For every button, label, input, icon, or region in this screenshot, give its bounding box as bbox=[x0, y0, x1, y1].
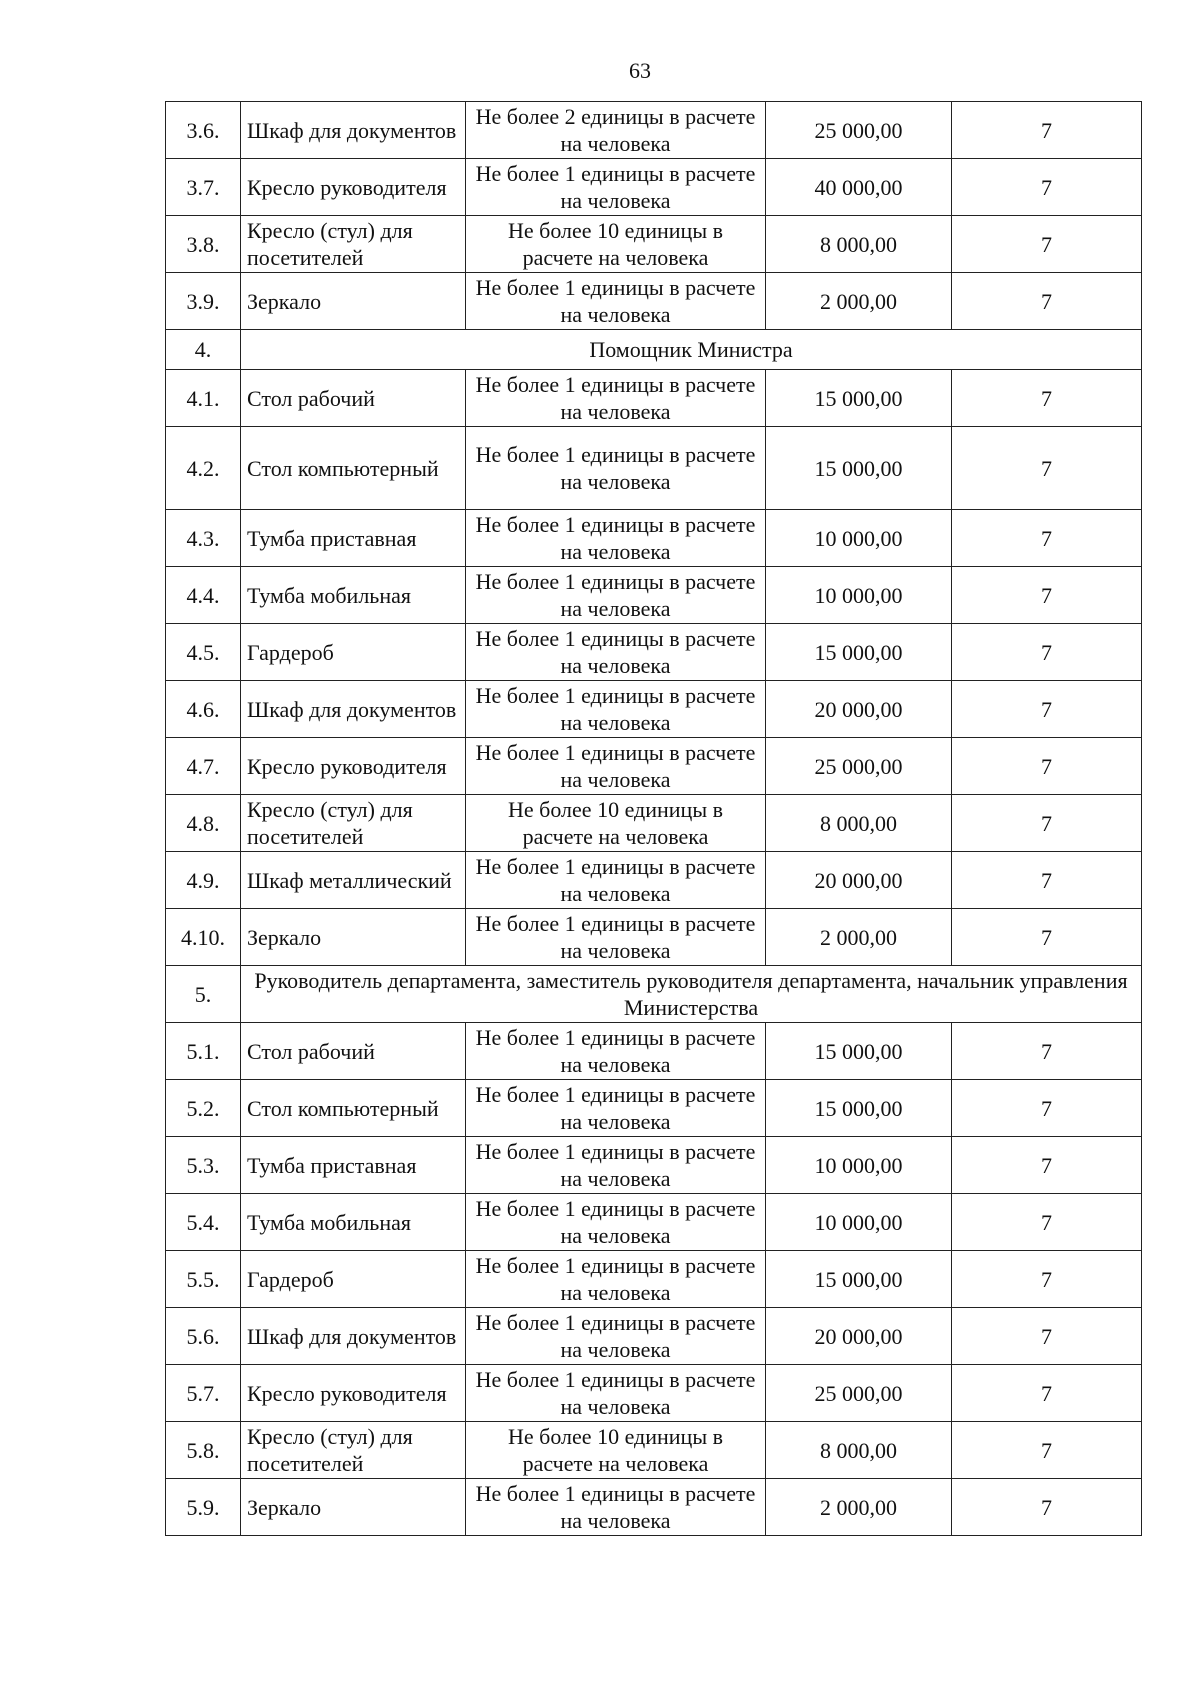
item-service-life: 7 bbox=[952, 852, 1142, 909]
item-service-life: 7 bbox=[952, 102, 1142, 159]
item-name: Кресло руководителя bbox=[241, 1365, 466, 1422]
item-norm: Не более 1 единицы в расчете на человека bbox=[466, 1365, 766, 1422]
section-title: Руководитель департамента, заместитель руководителя департамента, начальник управления Министерства bbox=[241, 966, 1142, 1023]
table-row bbox=[166, 1080, 1142, 1137]
item-name: Зеркало bbox=[241, 1479, 466, 1536]
item-number: 3.8. bbox=[166, 216, 241, 273]
item-price: 15 000,00 bbox=[766, 427, 952, 510]
section-title: Помощник Министра bbox=[241, 330, 1142, 370]
item-norm: Не более 1 единицы в расчете на человека bbox=[466, 1023, 766, 1080]
item-name: Кресло (стул) для посетителей bbox=[241, 216, 466, 273]
table-row bbox=[166, 852, 1142, 909]
table-row bbox=[166, 1422, 1142, 1479]
table-row bbox=[166, 1308, 1142, 1365]
item-price: 2 000,00 bbox=[766, 909, 952, 966]
item-price: 15 000,00 bbox=[766, 1251, 952, 1308]
item-number: 5.3. bbox=[166, 1137, 241, 1194]
item-number: 5.6. bbox=[166, 1308, 241, 1365]
item-service-life: 7 bbox=[952, 216, 1142, 273]
item-service-life: 7 bbox=[952, 510, 1142, 567]
item-name: Гардероб bbox=[241, 624, 466, 681]
item-number: 5.7. bbox=[166, 1365, 241, 1422]
item-norm: Не более 2 единицы в расчете на человека bbox=[466, 102, 766, 159]
item-name: Кресло (стул) для посетителей bbox=[241, 1422, 466, 1479]
item-service-life: 7 bbox=[952, 1023, 1142, 1080]
item-norm: Не более 1 единицы в расчете на человека bbox=[466, 1251, 766, 1308]
item-price: 15 000,00 bbox=[766, 624, 952, 681]
item-price: 10 000,00 bbox=[766, 510, 952, 567]
item-price: 15 000,00 bbox=[766, 1080, 952, 1137]
item-price: 20 000,00 bbox=[766, 681, 952, 738]
item-name: Кресло руководителя bbox=[241, 159, 466, 216]
item-price: 10 000,00 bbox=[766, 567, 952, 624]
item-number: 3.7. bbox=[166, 159, 241, 216]
item-norm: Не более 1 единицы в расчете на человека bbox=[466, 567, 766, 624]
item-number: 5.9. bbox=[166, 1479, 241, 1536]
item-name: Гардероб bbox=[241, 1251, 466, 1308]
item-norm: Не более 1 единицы в расчете на человека bbox=[466, 1137, 766, 1194]
item-norm: Не более 1 единицы в расчете на человека bbox=[466, 273, 766, 330]
item-price: 40 000,00 bbox=[766, 159, 952, 216]
item-norm: Не более 1 единицы в расчете на человека bbox=[466, 738, 766, 795]
item-service-life: 7 bbox=[952, 1194, 1142, 1251]
table-row bbox=[166, 1137, 1142, 1194]
item-service-life: 7 bbox=[952, 159, 1142, 216]
item-number: 4.9. bbox=[166, 852, 241, 909]
item-service-life: 7 bbox=[952, 1365, 1142, 1422]
item-number: 4.4. bbox=[166, 567, 241, 624]
item-norm: Не более 1 единицы в расчете на человека bbox=[466, 510, 766, 567]
item-norm: Не более 1 единицы в расчете на человека bbox=[466, 159, 766, 216]
section-header-row bbox=[166, 330, 1142, 370]
table-row bbox=[166, 1251, 1142, 1308]
item-number: 4.6. bbox=[166, 681, 241, 738]
item-price: 25 000,00 bbox=[766, 738, 952, 795]
item-name: Шкаф для документов bbox=[241, 102, 466, 159]
item-norm: Не более 1 единицы в расчете на человека bbox=[466, 1194, 766, 1251]
item-price: 25 000,00 bbox=[766, 1365, 952, 1422]
item-price: 20 000,00 bbox=[766, 1308, 952, 1365]
item-service-life: 7 bbox=[952, 567, 1142, 624]
item-norm: Не более 1 единицы в расчете на человека bbox=[466, 370, 766, 427]
item-norm: Не более 1 единицы в расчете на человека bbox=[466, 909, 766, 966]
table-row bbox=[166, 624, 1142, 681]
item-price: 8 000,00 bbox=[766, 216, 952, 273]
item-norm: Не более 1 единицы в расчете на человека bbox=[466, 1308, 766, 1365]
item-price: 2 000,00 bbox=[766, 1479, 952, 1536]
item-service-life: 7 bbox=[952, 1308, 1142, 1365]
item-norm: Не более 10 единицы в расчете на человека bbox=[466, 795, 766, 852]
item-name: Тумба мобильная bbox=[241, 1194, 466, 1251]
table-row bbox=[166, 510, 1142, 567]
item-service-life: 7 bbox=[952, 909, 1142, 966]
table-row bbox=[166, 795, 1142, 852]
item-number: 5.1. bbox=[166, 1023, 241, 1080]
item-number: 4.1. bbox=[166, 370, 241, 427]
item-name: Стол компьютерный bbox=[241, 1080, 466, 1137]
section-number: 5. bbox=[166, 966, 241, 1023]
table-row bbox=[166, 102, 1142, 159]
item-name: Зеркало bbox=[241, 273, 466, 330]
table-row bbox=[166, 159, 1142, 216]
item-service-life: 7 bbox=[952, 370, 1142, 427]
table-row bbox=[166, 1023, 1142, 1080]
table-row bbox=[166, 370, 1142, 427]
item-number: 5.2. bbox=[166, 1080, 241, 1137]
item-service-life: 7 bbox=[952, 1137, 1142, 1194]
item-service-life: 7 bbox=[952, 427, 1142, 510]
item-name: Тумба приставная bbox=[241, 1137, 466, 1194]
item-number: 4.5. bbox=[166, 624, 241, 681]
item-number: 4.3. bbox=[166, 510, 241, 567]
table-row bbox=[166, 1194, 1142, 1251]
item-price: 15 000,00 bbox=[766, 1023, 952, 1080]
item-norm: Не более 1 единицы в расчете на человека bbox=[466, 1080, 766, 1137]
item-price: 15 000,00 bbox=[766, 370, 952, 427]
item-name: Кресло (стул) для посетителей bbox=[241, 795, 466, 852]
table-body bbox=[166, 102, 1142, 1536]
item-service-life: 7 bbox=[952, 1251, 1142, 1308]
table-row bbox=[166, 738, 1142, 795]
item-price: 10 000,00 bbox=[766, 1137, 952, 1194]
furniture-norms-table bbox=[165, 101, 1142, 1536]
item-service-life: 7 bbox=[952, 1422, 1142, 1479]
item-service-life: 7 bbox=[952, 681, 1142, 738]
item-name: Стол рабочий bbox=[241, 1023, 466, 1080]
item-price: 2 000,00 bbox=[766, 273, 952, 330]
item-service-life: 7 bbox=[952, 273, 1142, 330]
item-price: 25 000,00 bbox=[766, 102, 952, 159]
item-name: Шкаф для документов bbox=[241, 681, 466, 738]
item-number: 4.7. bbox=[166, 738, 241, 795]
page-number: 63 bbox=[629, 58, 651, 83]
item-norm: Не более 1 единицы в расчете на человека bbox=[466, 852, 766, 909]
item-number: 4.10. bbox=[166, 909, 241, 966]
item-norm: Не более 1 единицы в расчете на человека bbox=[466, 1479, 766, 1536]
item-norm: Не более 10 единицы в расчете на человека bbox=[466, 216, 766, 273]
item-price: 8 000,00 bbox=[766, 1422, 952, 1479]
table-row bbox=[166, 273, 1142, 330]
item-number: 5.5. bbox=[166, 1251, 241, 1308]
table-row bbox=[166, 216, 1142, 273]
item-name: Шкаф для документов bbox=[241, 1308, 466, 1365]
item-number: 5.8. bbox=[166, 1422, 241, 1479]
table-row bbox=[166, 427, 1142, 510]
item-name: Тумба мобильная bbox=[241, 567, 466, 624]
section-header-row bbox=[166, 966, 1142, 1023]
table-row bbox=[166, 1479, 1142, 1536]
item-name: Зеркало bbox=[241, 909, 466, 966]
item-service-life: 7 bbox=[952, 1080, 1142, 1137]
item-price: 8 000,00 bbox=[766, 795, 952, 852]
table-row bbox=[166, 681, 1142, 738]
item-number: 5.4. bbox=[166, 1194, 241, 1251]
item-service-life: 7 bbox=[952, 738, 1142, 795]
item-norm: Не более 10 единицы в расчете на человека bbox=[466, 1422, 766, 1479]
table-row bbox=[166, 1365, 1142, 1422]
item-name: Шкаф металлический bbox=[241, 852, 466, 909]
item-number: 3.9. bbox=[166, 273, 241, 330]
table-row bbox=[166, 909, 1142, 966]
table-row bbox=[166, 567, 1142, 624]
item-number: 4.8. bbox=[166, 795, 241, 852]
item-name: Тумба приставная bbox=[241, 510, 466, 567]
item-service-life: 7 bbox=[952, 795, 1142, 852]
item-number: 4.2. bbox=[166, 427, 241, 510]
item-price: 10 000,00 bbox=[766, 1194, 952, 1251]
item-name: Стол компьютерный bbox=[241, 427, 466, 510]
item-name: Кресло руководителя bbox=[241, 738, 466, 795]
item-price: 20 000,00 bbox=[766, 852, 952, 909]
item-norm: Не более 1 единицы в расчете на человека bbox=[466, 624, 766, 681]
item-service-life: 7 bbox=[952, 624, 1142, 681]
section-number: 4. bbox=[166, 330, 241, 370]
item-norm: Не более 1 единицы в расчете на человека bbox=[466, 681, 766, 738]
item-norm: Не более 1 единицы в расчете на человека bbox=[466, 427, 766, 510]
item-name: Стол рабочий bbox=[241, 370, 466, 427]
item-service-life: 7 bbox=[952, 1479, 1142, 1536]
item-number: 3.6. bbox=[166, 102, 241, 159]
